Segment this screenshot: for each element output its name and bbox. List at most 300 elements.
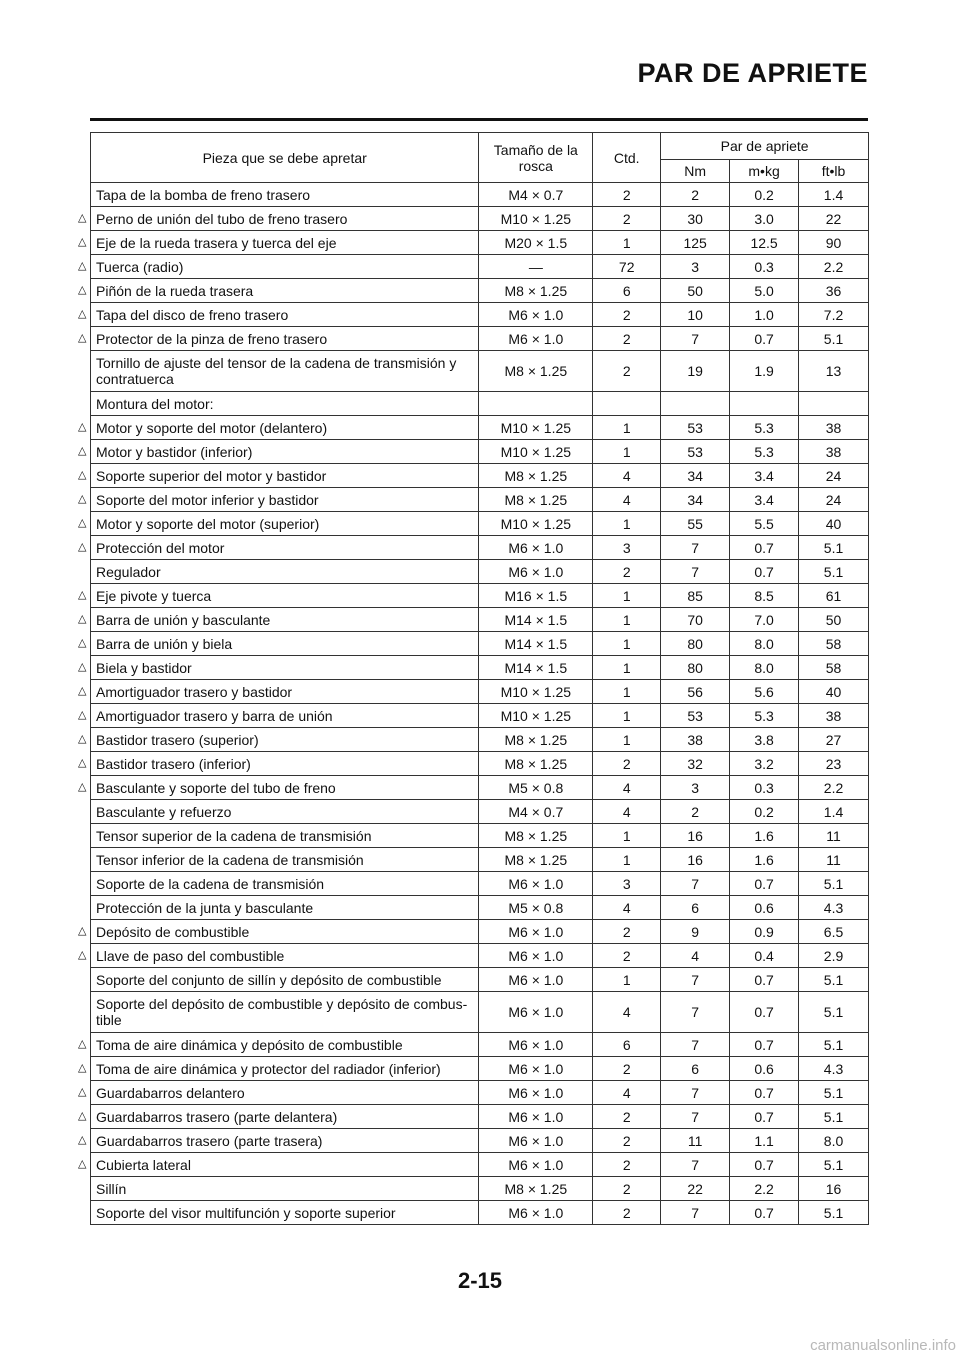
cell-piece bbox=[91, 392, 479, 416]
cell-mkg: 5.6 bbox=[730, 680, 799, 704]
cell-piece-text: Montura del motor: bbox=[96, 395, 214, 412]
cell-qty: 1 bbox=[593, 512, 661, 536]
header-qty: Ctd. bbox=[593, 133, 661, 183]
cell-qty: 2 bbox=[593, 1105, 661, 1129]
cell-qty: 1 bbox=[593, 824, 661, 848]
table-row bbox=[91, 584, 869, 608]
cell-nm: 11 bbox=[661, 1129, 730, 1153]
cell-mkg: 3.8 bbox=[730, 728, 799, 752]
table-row bbox=[91, 536, 869, 560]
cell-mkg: 0.7 bbox=[730, 992, 799, 1033]
triangle-mark-icon: △ bbox=[78, 1109, 87, 1122]
cell-piece bbox=[78, 488, 479, 512]
cell-thread: M6 × 1.0 bbox=[479, 1129, 593, 1153]
cell-ftlb: 24 bbox=[799, 464, 869, 488]
cell-thread: M6 × 1.0 bbox=[479, 1033, 593, 1057]
cell-thread: M10 × 1.25 bbox=[479, 207, 593, 231]
cell-nm: 2 bbox=[661, 800, 730, 824]
cell-ftlb: 11 bbox=[799, 848, 869, 872]
cell-thread bbox=[479, 392, 593, 416]
table-row bbox=[91, 896, 869, 920]
cell-ftlb: 5.1 bbox=[799, 1201, 869, 1225]
table-row bbox=[91, 632, 869, 656]
cell-nm: 7 bbox=[661, 1105, 730, 1129]
cell-piece-text: Bastidor trasero (superior) bbox=[96, 731, 259, 748]
cell-piece-text: Soporte del visor multifunción y soporte superior bbox=[96, 1204, 396, 1221]
table-row bbox=[91, 488, 869, 512]
cell-piece-text: Eje pivote y tuerca bbox=[96, 587, 212, 604]
cell-piece-text: Tapa de la bomba de freno trasero bbox=[96, 186, 311, 203]
table-row bbox=[91, 560, 869, 584]
cell-piece bbox=[78, 279, 479, 303]
cell-mkg: 3.4 bbox=[730, 488, 799, 512]
cell-piece bbox=[78, 704, 479, 728]
page-title: PAR DE APRIETE bbox=[637, 58, 868, 88]
triangle-mark-icon: △ bbox=[78, 259, 87, 272]
table-row bbox=[91, 1129, 869, 1153]
cell-nm: 2 bbox=[661, 183, 730, 207]
cell-piece-text: Amortiguador trasero y bastidor bbox=[96, 683, 293, 700]
cell-nm: 4 bbox=[661, 944, 730, 968]
cell-ftlb: 5.1 bbox=[799, 1081, 869, 1105]
cell-mkg: 5.3 bbox=[730, 704, 799, 728]
cell-piece-text: Tornillo de ajuste del tensor de la cadena de transmisión y contratuerca bbox=[96, 355, 457, 387]
cell-mkg: 0.2 bbox=[730, 183, 799, 207]
cell-mkg: 1.6 bbox=[730, 848, 799, 872]
cell-mkg: 0.7 bbox=[730, 968, 799, 992]
header-unit-ftlb: ft•lb bbox=[799, 160, 869, 183]
page-number: 2-15 bbox=[457, 1268, 503, 1293]
cell-qty: 1 bbox=[593, 680, 661, 704]
cell-piece bbox=[91, 1201, 479, 1225]
table-row bbox=[91, 680, 869, 704]
cell-mkg: 2.2 bbox=[730, 1177, 799, 1201]
cell-thread: M14 × 1.5 bbox=[479, 632, 593, 656]
cell-mkg: 0.2 bbox=[730, 800, 799, 824]
cell-mkg: 0.3 bbox=[730, 255, 799, 279]
cell-qty: 2 bbox=[593, 207, 661, 231]
cell-ftlb: 5.1 bbox=[799, 992, 869, 1033]
table-row bbox=[91, 1153, 869, 1177]
cell-qty bbox=[593, 392, 661, 416]
cell-mkg: 12.5 bbox=[730, 231, 799, 255]
cell-piece-text: Soporte del conjunto de sillín y depósito de combustible bbox=[96, 971, 442, 988]
cell-nm: 7 bbox=[661, 1201, 730, 1225]
cell-qty: 2 bbox=[593, 327, 661, 351]
cell-thread: M8 × 1.25 bbox=[479, 488, 593, 512]
cell-piece-text: Tuerca (radio) bbox=[96, 258, 184, 275]
table-row bbox=[91, 776, 869, 800]
cell-nm: 22 bbox=[661, 1177, 730, 1201]
cell-thread: M4 × 0.7 bbox=[479, 800, 593, 824]
cell-piece-text: Cubierta lateral bbox=[96, 1156, 191, 1173]
triangle-mark-icon: △ bbox=[78, 948, 87, 961]
cell-ftlb: 38 bbox=[799, 704, 869, 728]
cell-mkg: 0.7 bbox=[730, 327, 799, 351]
table-row bbox=[91, 800, 869, 824]
cell-piece bbox=[78, 1153, 479, 1177]
cell-qty: 2 bbox=[593, 1057, 661, 1081]
cell-piece-text: Regulador bbox=[96, 563, 161, 580]
cell-thread: M8 × 1.25 bbox=[479, 464, 593, 488]
cell-qty: 2 bbox=[593, 1177, 661, 1201]
cell-ftlb: 2.2 bbox=[799, 776, 869, 800]
cell-qty: 4 bbox=[593, 488, 661, 512]
cell-piece bbox=[78, 327, 479, 351]
cell-thread: M6 × 1.0 bbox=[479, 920, 593, 944]
cell-ftlb: 4.3 bbox=[799, 896, 869, 920]
cell-thread: M6 × 1.0 bbox=[479, 303, 593, 327]
cell-mkg: 5.3 bbox=[730, 440, 799, 464]
cell-piece bbox=[78, 632, 479, 656]
cell-piece-text: Motor y soporte del motor (superior) bbox=[96, 515, 320, 532]
cell-piece-text: Biela y bastidor bbox=[96, 659, 192, 676]
cell-mkg: 3.0 bbox=[730, 207, 799, 231]
cell-piece-text: Toma de aire dinámica y protector del radiador (inferior) bbox=[96, 1060, 441, 1077]
cell-qty: 1 bbox=[593, 728, 661, 752]
cell-piece bbox=[78, 255, 479, 279]
cell-qty: 3 bbox=[593, 536, 661, 560]
triangle-mark-icon: △ bbox=[78, 660, 87, 673]
cell-ftlb: 5.1 bbox=[799, 536, 869, 560]
cell-thread: M16 × 1.5 bbox=[479, 584, 593, 608]
table-header-row bbox=[91, 133, 869, 160]
cell-piece bbox=[78, 1057, 479, 1081]
cell-ftlb: 36 bbox=[799, 279, 869, 303]
cell-mkg: 0.4 bbox=[730, 944, 799, 968]
table-row bbox=[91, 512, 869, 536]
cell-ftlb: 1.4 bbox=[799, 800, 869, 824]
cell-thread: M14 × 1.5 bbox=[479, 656, 593, 680]
header-torque: Par de apriete bbox=[661, 133, 869, 160]
cell-piece bbox=[78, 231, 479, 255]
table-row bbox=[91, 728, 869, 752]
cell-ftlb: 16 bbox=[799, 1177, 869, 1201]
cell-ftlb: 5.1 bbox=[799, 1153, 869, 1177]
cell-qty: 1 bbox=[593, 632, 661, 656]
table-row bbox=[91, 255, 869, 279]
cell-mkg: 7.0 bbox=[730, 608, 799, 632]
cell-thread: M6 × 1.0 bbox=[479, 968, 593, 992]
cell-thread: M6 × 1.0 bbox=[479, 1081, 593, 1105]
triangle-mark-icon: △ bbox=[78, 540, 87, 553]
cell-nm: 50 bbox=[661, 279, 730, 303]
cell-ftlb: 58 bbox=[799, 632, 869, 656]
cell-thread: M8 × 1.25 bbox=[479, 752, 593, 776]
title-rule bbox=[90, 118, 868, 121]
cell-thread: M10 × 1.25 bbox=[479, 704, 593, 728]
cell-thread: M6 × 1.0 bbox=[479, 872, 593, 896]
table-row bbox=[91, 440, 869, 464]
cell-mkg: 5.0 bbox=[730, 279, 799, 303]
cell-piece bbox=[78, 1081, 479, 1105]
cell-nm: 19 bbox=[661, 351, 730, 392]
cell-piece bbox=[78, 440, 479, 464]
cell-mkg: 3.4 bbox=[730, 464, 799, 488]
cell-mkg: 1.9 bbox=[730, 351, 799, 392]
cell-mkg: 5.3 bbox=[730, 416, 799, 440]
cell-nm: 7 bbox=[661, 1153, 730, 1177]
cell-thread: M8 × 1.25 bbox=[479, 848, 593, 872]
cell-piece bbox=[91, 992, 479, 1033]
cell-nm: 34 bbox=[661, 464, 730, 488]
cell-ftlb: 40 bbox=[799, 512, 869, 536]
cell-thread: M6 × 1.0 bbox=[479, 992, 593, 1033]
cell-piece-text: Perno de unión del tubo de freno trasero bbox=[96, 210, 348, 227]
table-row bbox=[91, 968, 869, 992]
cell-nm: 80 bbox=[661, 632, 730, 656]
table-row bbox=[91, 1081, 869, 1105]
cell-qty: 2 bbox=[593, 944, 661, 968]
cell-mkg: 0.7 bbox=[730, 1081, 799, 1105]
table-row bbox=[91, 992, 869, 1033]
cell-thread: M5 × 0.8 bbox=[479, 896, 593, 920]
cell-piece-text: Guardabarros delantero bbox=[96, 1084, 245, 1101]
cell-piece bbox=[78, 1105, 479, 1129]
cell-piece-text: Tensor superior de la cadena de transmisión bbox=[96, 827, 372, 844]
cell-piece-text: Piñón de la rueda trasera bbox=[96, 282, 254, 299]
table-row bbox=[91, 1057, 869, 1081]
triangle-mark-icon: △ bbox=[78, 1157, 87, 1170]
cell-qty: 4 bbox=[593, 896, 661, 920]
cell-nm: 38 bbox=[661, 728, 730, 752]
cell-piece bbox=[91, 800, 479, 824]
cell-piece bbox=[78, 207, 479, 231]
triangle-mark-icon: △ bbox=[78, 516, 87, 529]
cell-mkg: 0.9 bbox=[730, 920, 799, 944]
triangle-mark-icon: △ bbox=[78, 420, 87, 433]
table-row bbox=[91, 303, 869, 327]
cell-thread: M6 × 1.0 bbox=[479, 1153, 593, 1177]
cell-piece bbox=[78, 416, 479, 440]
cell-mkg: 5.5 bbox=[730, 512, 799, 536]
cell-piece-text: Motor y soporte del motor (delantero) bbox=[96, 419, 328, 436]
triangle-mark-icon: △ bbox=[78, 708, 87, 721]
cell-qty: 72 bbox=[593, 255, 661, 279]
cell-nm: 7 bbox=[661, 872, 730, 896]
cell-piece-text: Bastidor trasero (inferior) bbox=[96, 755, 251, 772]
cell-qty: 1 bbox=[593, 608, 661, 632]
cell-piece bbox=[78, 920, 479, 944]
cell-nm: 3 bbox=[661, 776, 730, 800]
triangle-mark-icon: △ bbox=[78, 1037, 87, 1050]
cell-ftlb: 38 bbox=[799, 440, 869, 464]
triangle-mark-icon: △ bbox=[78, 756, 87, 769]
cell-ftlb: 5.1 bbox=[799, 968, 869, 992]
cell-piece-text: Depósito de combustible bbox=[96, 923, 250, 940]
cell-ftlb: 27 bbox=[799, 728, 869, 752]
cell-nm: 80 bbox=[661, 656, 730, 680]
table-row bbox=[91, 392, 869, 416]
cell-piece bbox=[91, 896, 479, 920]
cell-nm: 125 bbox=[661, 231, 730, 255]
table-row bbox=[91, 824, 869, 848]
triangle-mark-icon: △ bbox=[78, 780, 87, 793]
cell-ftlb: 5.1 bbox=[799, 872, 869, 896]
table-row bbox=[91, 327, 869, 351]
cell-ftlb: 50 bbox=[799, 608, 869, 632]
table-row bbox=[91, 351, 869, 392]
table-row bbox=[91, 944, 869, 968]
cell-piece bbox=[91, 560, 479, 584]
cell-ftlb: 4.3 bbox=[799, 1057, 869, 1081]
cell-nm bbox=[661, 392, 730, 416]
cell-mkg: 0.7 bbox=[730, 1201, 799, 1225]
cell-ftlb: 24 bbox=[799, 488, 869, 512]
cell-thread: M6 × 1.0 bbox=[479, 536, 593, 560]
cell-nm: 7 bbox=[661, 1033, 730, 1057]
triangle-mark-icon: △ bbox=[78, 444, 87, 457]
cell-ftlb: 23 bbox=[799, 752, 869, 776]
cell-piece bbox=[78, 776, 479, 800]
cell-qty: 2 bbox=[593, 560, 661, 584]
cell-mkg: 1.0 bbox=[730, 303, 799, 327]
header-piece: Pieza que se debe apretar bbox=[91, 133, 479, 183]
triangle-mark-icon: △ bbox=[78, 612, 87, 625]
triangle-mark-icon: △ bbox=[78, 1085, 87, 1098]
cell-qty: 4 bbox=[593, 464, 661, 488]
cell-thread: M10 × 1.25 bbox=[479, 440, 593, 464]
cell-nm: 34 bbox=[661, 488, 730, 512]
cell-nm: 53 bbox=[661, 416, 730, 440]
cell-thread: M10 × 1.25 bbox=[479, 416, 593, 440]
cell-ftlb: 38 bbox=[799, 416, 869, 440]
cell-mkg: 0.6 bbox=[730, 896, 799, 920]
cell-nm: 16 bbox=[661, 824, 730, 848]
table-row bbox=[91, 416, 869, 440]
cell-qty: 4 bbox=[593, 776, 661, 800]
cell-thread: M10 × 1.25 bbox=[479, 680, 593, 704]
triangle-mark-icon: △ bbox=[78, 283, 87, 296]
table-row bbox=[91, 656, 869, 680]
cell-piece-text: Sillín bbox=[96, 1180, 127, 1197]
table-row bbox=[91, 1033, 869, 1057]
triangle-mark-icon: △ bbox=[78, 307, 87, 320]
cell-thread: M8 × 1.25 bbox=[479, 1177, 593, 1201]
cell-piece bbox=[78, 728, 479, 752]
cell-nm: 53 bbox=[661, 440, 730, 464]
watermark: carmanualsonline.info bbox=[810, 1337, 956, 1354]
cell-nm: 85 bbox=[661, 584, 730, 608]
cell-mkg: 0.7 bbox=[730, 536, 799, 560]
cell-piece bbox=[91, 872, 479, 896]
cell-thread: M10 × 1.25 bbox=[479, 512, 593, 536]
cell-mkg: 0.7 bbox=[730, 1153, 799, 1177]
triangle-mark-icon: △ bbox=[78, 1061, 87, 1074]
triangle-mark-icon: △ bbox=[78, 588, 87, 601]
cell-mkg: 0.7 bbox=[730, 1033, 799, 1057]
cell-piece bbox=[78, 464, 479, 488]
cell-mkg: 0.7 bbox=[730, 1105, 799, 1129]
cell-piece-text: Protector de la pinza de freno trasero bbox=[96, 330, 328, 347]
cell-piece-text: Soporte superior del motor y bastidor bbox=[96, 467, 327, 484]
cell-piece-text: Tapa del disco de freno trasero bbox=[96, 306, 289, 323]
cell-piece-text: Llave de paso del combustible bbox=[96, 947, 285, 964]
cell-thread: M6 × 1.0 bbox=[479, 327, 593, 351]
cell-nm: 7 bbox=[661, 327, 730, 351]
cell-mkg bbox=[730, 392, 799, 416]
cell-piece-text: Toma de aire dinámica y depósito de combustible bbox=[96, 1036, 403, 1053]
cell-nm: 7 bbox=[661, 968, 730, 992]
table-row bbox=[91, 207, 869, 231]
cell-ftlb: 5.1 bbox=[799, 1033, 869, 1057]
cell-qty: 2 bbox=[593, 1201, 661, 1225]
table-row bbox=[91, 1177, 869, 1201]
table-row bbox=[91, 752, 869, 776]
cell-qty: 2 bbox=[593, 1129, 661, 1153]
cell-piece bbox=[91, 968, 479, 992]
header-unit-mkg: m•kg bbox=[730, 160, 799, 183]
cell-mkg: 0.7 bbox=[730, 560, 799, 584]
triangle-mark-icon: △ bbox=[78, 636, 87, 649]
cell-piece-text: Soporte del depósito de combustible y depósito de combus-tible bbox=[96, 996, 468, 1028]
cell-mkg: 3.2 bbox=[730, 752, 799, 776]
cell-qty: 2 bbox=[593, 752, 661, 776]
cell-qty: 2 bbox=[593, 183, 661, 207]
cell-piece bbox=[91, 824, 479, 848]
cell-nm: 53 bbox=[661, 704, 730, 728]
cell-nm: 7 bbox=[661, 992, 730, 1033]
cell-piece bbox=[78, 536, 479, 560]
cell-thread: M6 × 1.0 bbox=[479, 1105, 593, 1129]
cell-piece bbox=[78, 1033, 479, 1057]
cell-thread: M6 × 1.0 bbox=[479, 944, 593, 968]
cell-ftlb: 58 bbox=[799, 656, 869, 680]
cell-piece-text: Barra de unión y basculante bbox=[96, 611, 271, 628]
cell-nm: 32 bbox=[661, 752, 730, 776]
triangle-mark-icon: △ bbox=[78, 924, 87, 937]
cell-qty: 2 bbox=[593, 1153, 661, 1177]
cell-piece bbox=[78, 303, 479, 327]
table-row bbox=[91, 872, 869, 896]
cell-nm: 7 bbox=[661, 560, 730, 584]
cell-piece bbox=[78, 1129, 479, 1153]
cell-nm: 16 bbox=[661, 848, 730, 872]
cell-piece-text: Amortiguador trasero y barra de unión bbox=[96, 707, 333, 724]
table-row bbox=[91, 464, 869, 488]
triangle-mark-icon: △ bbox=[78, 468, 87, 481]
table-row bbox=[91, 608, 869, 632]
cell-mkg: 8.5 bbox=[730, 584, 799, 608]
cell-nm: 10 bbox=[661, 303, 730, 327]
cell-mkg: 0.6 bbox=[730, 1057, 799, 1081]
cell-ftlb: 2.9 bbox=[799, 944, 869, 968]
cell-nm: 56 bbox=[661, 680, 730, 704]
cell-thread: M5 × 0.8 bbox=[479, 776, 593, 800]
table-row bbox=[91, 848, 869, 872]
cell-ftlb: 13 bbox=[799, 351, 869, 392]
cell-qty: 4 bbox=[593, 1081, 661, 1105]
cell-thread: — bbox=[479, 255, 593, 279]
cell-ftlb: 40 bbox=[799, 680, 869, 704]
cell-ftlb: 5.1 bbox=[799, 560, 869, 584]
cell-piece-text: Guardabarros trasero (parte trasera) bbox=[96, 1132, 323, 1149]
cell-ftlb: 8.0 bbox=[799, 1129, 869, 1153]
cell-qty: 1 bbox=[593, 848, 661, 872]
cell-nm: 6 bbox=[661, 1057, 730, 1081]
cell-qty: 1 bbox=[593, 656, 661, 680]
cell-thread: M4 × 0.7 bbox=[479, 183, 593, 207]
cell-ftlb: 22 bbox=[799, 207, 869, 231]
cell-qty: 1 bbox=[593, 968, 661, 992]
cell-piece bbox=[78, 656, 479, 680]
cell-nm: 3 bbox=[661, 255, 730, 279]
cell-piece bbox=[91, 183, 479, 207]
cell-nm: 6 bbox=[661, 896, 730, 920]
cell-qty: 1 bbox=[593, 440, 661, 464]
table-row bbox=[91, 183, 869, 207]
cell-qty: 1 bbox=[593, 584, 661, 608]
